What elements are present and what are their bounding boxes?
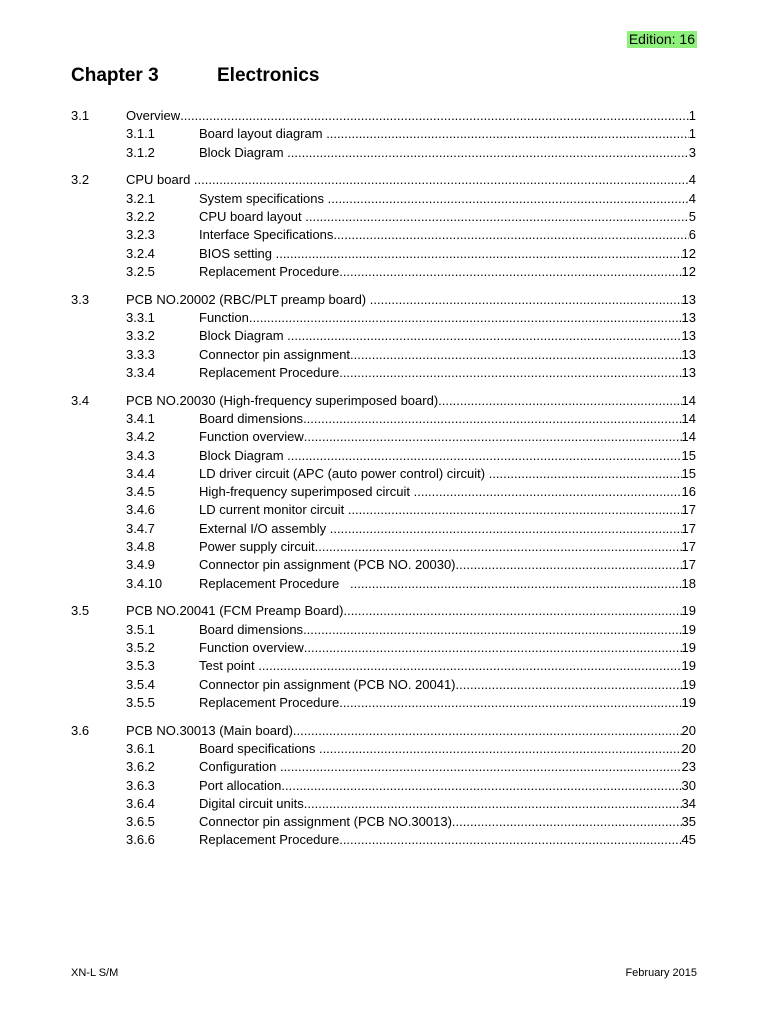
- toc-subsection-entry[interactable]: [71, 694, 696, 712]
- toc-subsection-number: 3.2.5: [126, 263, 155, 279]
- toc-section-number: 3.2: [71, 172, 90, 188]
- toc-section-group: [71, 392, 696, 593]
- toc-section-number: 3.4: [71, 392, 90, 408]
- toc-dot-leader: [276, 245, 682, 263]
- toc-dot-leader: [304, 639, 682, 657]
- toc-subsection-number: 3.1.2: [126, 144, 155, 160]
- toc-dot-leader: [315, 538, 682, 556]
- toc-entry-title: BIOS setting: [199, 245, 276, 261]
- toc-subsection-entry[interactable]: [71, 831, 696, 849]
- toc-page-number: 5: [688, 208, 696, 224]
- toc-entry-title: Board specifications: [199, 741, 319, 756]
- toc-subsection-entry[interactable]: [71, 676, 696, 694]
- toc-subsection-entry[interactable]: [71, 309, 696, 327]
- toc-dot-leader: [350, 575, 682, 593]
- toc-dot-leader: [281, 777, 681, 795]
- toc-dot-leader: [328, 190, 689, 208]
- toc-entry-title: PCB NO.20002 (RBC/PLT preamp board): [126, 291, 370, 307]
- toc-entry-title: Interface Specifications: [199, 227, 334, 243]
- toc-subsection-number: 3.6.6: [126, 832, 155, 848]
- toc-page-number: 19: [681, 603, 696, 619]
- toc-dot-leader: [293, 722, 682, 740]
- toc-section-number: 3.5: [71, 603, 90, 619]
- toc-entry-title: PCB NO.20041 (FCM Preamp Board): [126, 603, 344, 619]
- toc-dot-leader: [303, 621, 681, 639]
- toc-subsection-number: 3.3.3: [126, 346, 155, 362]
- toc-subsection-number: 3.4.7: [126, 520, 155, 536]
- edition-label: Edition: 16: [628, 31, 695, 47]
- toc-dot-leader: [303, 410, 681, 428]
- toc-subsection-entry[interactable]: [71, 364, 696, 382]
- toc-subsection-number: 3.6.1: [126, 741, 155, 756]
- toc-dot-leader: [304, 428, 682, 446]
- toc-page-number: 6: [688, 227, 696, 243]
- toc-subsection-number: 3.6.4: [126, 795, 155, 811]
- table-of-contents: [71, 107, 696, 859]
- toc-page-number: 35: [681, 814, 696, 830]
- toc-dot-leader: [305, 208, 689, 226]
- toc-subsection-number: 3.5.3: [126, 658, 155, 674]
- toc-section-entry[interactable]: [71, 107, 696, 125]
- toc-page-number: 14: [681, 429, 696, 445]
- toc-subsection-entry[interactable]: [71, 263, 696, 281]
- toc-entry-title: Block Diagram: [199, 447, 288, 463]
- toc-dot-leader: [319, 740, 682, 758]
- toc-section-group: [71, 107, 696, 162]
- toc-dot-leader: [339, 263, 681, 281]
- toc-entry-title: Connector pin assignment: [199, 346, 351, 362]
- toc-subsection-number: 3.4.2: [126, 429, 155, 445]
- toc-entry-title: PCB NO.30013 (Main board): [126, 722, 293, 738]
- toc-subsection-entry[interactable]: [71, 245, 696, 263]
- toc-subsection-entry[interactable]: [71, 520, 696, 538]
- toc-subsection-number: 3.4.4: [126, 465, 155, 481]
- toc-subsection-entry[interactable]: [71, 575, 696, 593]
- toc-page-number: 19: [681, 658, 696, 674]
- toc-section-group: [71, 602, 696, 712]
- toc-page-number: 23: [681, 759, 696, 775]
- toc-dot-leader: [287, 327, 681, 345]
- toc-page-number: 45: [681, 832, 696, 848]
- toc-dot-leader: [339, 364, 681, 382]
- toc-subsection-entry[interactable]: [71, 465, 696, 483]
- toc-page-number: 12: [681, 263, 696, 279]
- toc-page-number: 12: [681, 245, 696, 261]
- toc-entry-title: Replacement Procedure: [199, 832, 340, 848]
- toc-section-group: [71, 171, 696, 281]
- toc-section-number: 3.3: [71, 291, 90, 307]
- toc-dot-leader: [456, 676, 682, 694]
- toc-page-number: 3: [688, 144, 696, 160]
- toc-entry-title: System specifications: [199, 190, 328, 206]
- toc-page-number: 19: [681, 640, 696, 656]
- toc-dot-leader: [333, 226, 688, 244]
- toc-dot-leader: [438, 392, 681, 410]
- toc-subsection-number: 3.4.3: [126, 447, 155, 463]
- toc-entry-title: Replacement Procedure: [199, 575, 351, 591]
- toc-subsection-entry[interactable]: [71, 208, 696, 226]
- toc-subsection-number: 3.4.8: [126, 539, 155, 555]
- toc-dot-leader: [280, 758, 682, 776]
- toc-subsection-entry[interactable]: [71, 657, 696, 675]
- toc-subsection-entry[interactable]: [71, 501, 696, 519]
- toc-subsection-number: 3.4.5: [126, 484, 155, 500]
- toc-subsection-number: 3.2.4: [126, 245, 155, 261]
- toc-subsection-number: 3.2.1: [126, 190, 155, 206]
- toc-entry-title: Connector pin assignment (PCB NO.30013): [199, 814, 452, 830]
- toc-subsection-number: 3.4.1: [126, 410, 155, 426]
- toc-subsection-number: 3.3.4: [126, 364, 155, 380]
- toc-dot-leader: [287, 447, 681, 465]
- toc-subsection-entry[interactable]: [71, 483, 696, 501]
- toc-page-number: 30: [681, 777, 696, 793]
- footer-document-id: XN-L S/M: [71, 967, 119, 979]
- toc-subsection-entry[interactable]: [71, 639, 696, 657]
- toc-dot-leader: [456, 556, 682, 574]
- toc-page-number: 16: [681, 484, 696, 500]
- toc-subsection-entry[interactable]: [71, 327, 696, 345]
- toc-subsection-number: 3.5.1: [126, 621, 155, 637]
- toc-subsection-number: 3.5.2: [126, 640, 155, 656]
- toc-section-group: [71, 722, 696, 850]
- toc-subsection-entry[interactable]: [71, 125, 696, 143]
- toc-entry-title: Board layout diagram: [199, 126, 327, 142]
- toc-entry-title: Replacement Procedure: [199, 694, 340, 710]
- toc-page-number: 17: [681, 502, 696, 518]
- toc-page-number: 14: [681, 392, 696, 408]
- toc-page-number: 17: [681, 557, 696, 573]
- toc-subsection-number: 3.6.2: [126, 759, 155, 775]
- toc-entry-title: Test point: [199, 658, 259, 674]
- toc-page-number: 13: [681, 364, 696, 380]
- toc-entry-title: Digital circuit units: [199, 795, 304, 811]
- toc-entry-title: Overview: [126, 108, 181, 123]
- toc-subsection-number: 3.4.6: [126, 502, 155, 518]
- toc-subsection-entry[interactable]: [71, 813, 696, 831]
- toc-entry-title: LD driver circuit (APC (auto power control) circuit): [199, 465, 489, 481]
- toc-page-number: 34: [681, 795, 696, 811]
- chapter-number: Chapter 3: [71, 65, 159, 86]
- toc-subsection-entry[interactable]: [71, 621, 696, 639]
- toc-page-number: 18: [681, 575, 696, 591]
- toc-page-number: 20: [681, 741, 696, 756]
- toc-dot-leader: [330, 520, 682, 538]
- toc-entry-title: Configuration: [199, 759, 280, 775]
- toc-entry-title: Function overview: [199, 429, 304, 445]
- toc-entry-title: Block Diagram: [199, 328, 288, 344]
- toc-section-entry[interactable]: [71, 602, 696, 620]
- toc-subsection-number: 3.1.1: [126, 126, 155, 142]
- toc-section-entry[interactable]: [71, 392, 696, 410]
- toc-entry-title: High-frequency superimposed circuit: [199, 484, 414, 500]
- toc-entry-title: CPU board: [126, 172, 194, 188]
- toc-subsection-number: 3.4.9: [126, 557, 155, 573]
- toc-dot-leader: [414, 483, 682, 501]
- toc-dot-leader: [194, 171, 689, 189]
- chapter-heading: [71, 65, 319, 87]
- toc-subsection-number: 3.4.10: [126, 575, 163, 591]
- toc-subsection-entry[interactable]: [71, 795, 696, 813]
- toc-entry-title: Block Diagram: [199, 144, 288, 160]
- toc-page-number: 20: [681, 722, 696, 738]
- toc-entry-title: Connector pin assignment (PCB NO. 20041): [199, 676, 456, 692]
- toc-subsection-entry[interactable]: [71, 740, 696, 758]
- toc-entry-title: LD current monitor circuit: [199, 502, 348, 518]
- toc-section-number: 3.1: [71, 108, 90, 123]
- toc-subsection-entry[interactable]: [71, 226, 696, 244]
- toc-entry-title: Function: [199, 309, 249, 325]
- toc-subsection-entry[interactable]: [71, 556, 696, 574]
- toc-dot-leader: [339, 831, 681, 849]
- toc-dot-leader: [304, 795, 682, 813]
- toc-entry-title: Function overview: [199, 640, 304, 656]
- toc-dot-leader: [343, 602, 681, 620]
- toc-page-number: 19: [681, 694, 696, 710]
- toc-entry-title: Replacement Procedure: [199, 263, 340, 279]
- toc-subsection-number: 3.6.5: [126, 814, 155, 830]
- toc-dot-leader: [489, 465, 682, 483]
- toc-subsection-entry[interactable]: [71, 410, 696, 428]
- toc-dot-leader: [180, 107, 689, 125]
- toc-subsection-number: 3.5.5: [126, 694, 155, 710]
- toc-dot-leader: [326, 125, 689, 143]
- toc-page-number: 13: [681, 309, 696, 325]
- toc-subsection-number: 3.2.2: [126, 208, 155, 224]
- toc-entry-title: Replacement Procedure: [199, 364, 340, 380]
- toc-subsection-entry[interactable]: [71, 777, 696, 795]
- toc-page-number: 17: [681, 520, 696, 536]
- toc-subsection-entry[interactable]: [71, 538, 696, 556]
- toc-section-entry[interactable]: [71, 291, 696, 309]
- toc-subsection-number: 3.3.1: [126, 309, 155, 325]
- toc-page-number: 1: [688, 108, 696, 123]
- toc-subsection-entry[interactable]: [71, 758, 696, 776]
- toc-subsection-entry[interactable]: [71, 144, 696, 162]
- toc-page-number: 17: [681, 539, 696, 555]
- toc-page-number: 15: [681, 465, 696, 481]
- toc-dot-leader: [348, 501, 682, 519]
- toc-page-number: 13: [681, 346, 696, 362]
- toc-section-group: [71, 291, 696, 382]
- toc-section-number: 3.6: [71, 722, 90, 738]
- toc-subsection-number: 3.5.4: [126, 676, 155, 692]
- toc-dot-leader: [249, 309, 682, 327]
- toc-entry-title: PCB NO.20030 (High-frequency superimposed board): [126, 392, 439, 408]
- toc-subsection-number: 3.6.3: [126, 777, 155, 793]
- toc-page-number: 4: [688, 172, 696, 188]
- toc-dot-leader: [287, 144, 689, 162]
- toc-entry-title: Port allocation: [199, 777, 282, 793]
- toc-subsection-entry[interactable]: [71, 190, 696, 208]
- toc-entry-title: Power supply circuit: [199, 539, 315, 555]
- toc-entry-title: External I/O assembly: [199, 520, 330, 536]
- toc-dot-leader: [258, 657, 681, 675]
- toc-dot-leader: [370, 291, 682, 309]
- toc-page-number: 1: [688, 126, 696, 142]
- toc-subsection-entry[interactable]: [71, 447, 696, 465]
- toc-page-number: 14: [681, 410, 696, 426]
- toc-page-number: 19: [681, 676, 696, 692]
- toc-dot-leader: [452, 813, 682, 831]
- toc-page-number: 4: [688, 190, 696, 206]
- toc-section-entry[interactable]: [71, 171, 696, 189]
- toc-page-number: 19: [681, 621, 696, 637]
- toc-page-number: 13: [681, 291, 696, 307]
- toc-page-number: 15: [681, 447, 696, 463]
- toc-entry-title: Connector pin assignment (PCB NO. 20030): [199, 557, 456, 573]
- toc-dot-leader: [350, 346, 682, 364]
- toc-entry-title: Board dimensions: [199, 621, 304, 637]
- toc-subsection-number: 3.3.2: [126, 328, 155, 344]
- toc-page-number: 13: [681, 328, 696, 344]
- toc-section-entry[interactable]: [71, 722, 696, 740]
- chapter-title: Electronics: [217, 65, 320, 86]
- toc-entry-title: Board dimensions: [199, 410, 304, 426]
- toc-dot-leader: [339, 694, 681, 712]
- toc-subsection-entry[interactable]: [71, 346, 696, 364]
- footer-date: February 2015: [625, 967, 697, 979]
- toc-subsection-number: 3.2.3: [126, 227, 155, 243]
- toc-entry-title: CPU board layout: [199, 208, 306, 224]
- toc-subsection-entry[interactable]: [71, 428, 696, 446]
